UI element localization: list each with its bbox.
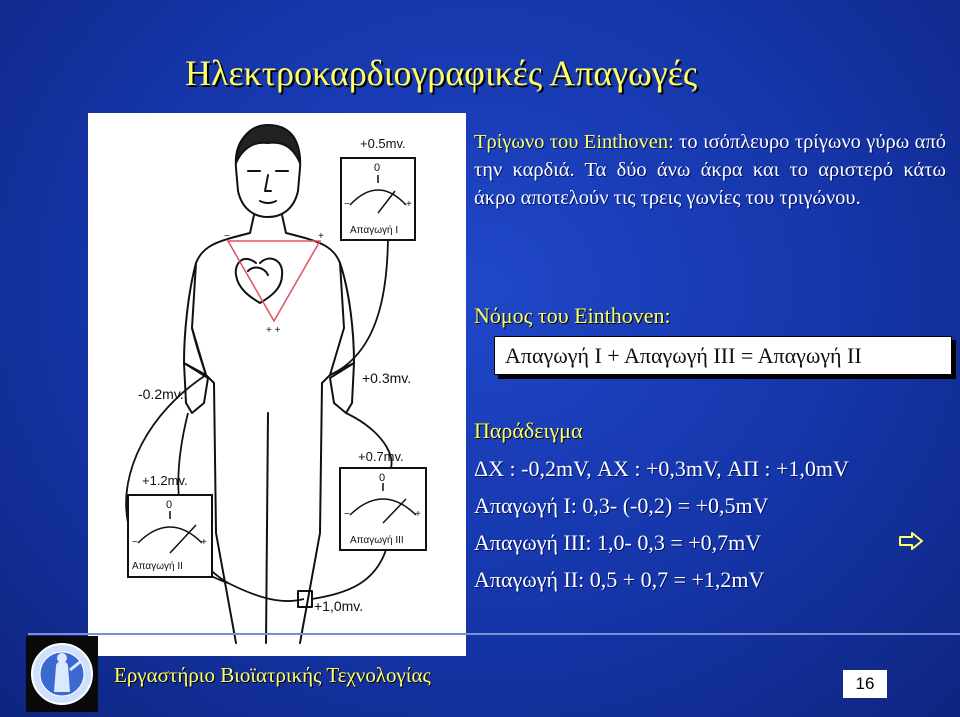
law-title: Νόμος του Einthoven: bbox=[474, 303, 671, 328]
page-number: 16 bbox=[843, 670, 887, 698]
svg-text:−: − bbox=[344, 199, 350, 210]
meter-2-zero: 0 bbox=[166, 499, 173, 511]
meter-1-label: Απαγωγή Ι bbox=[350, 225, 399, 236]
svg-text:−: − bbox=[132, 537, 138, 548]
einthoven-triangle-description bbox=[474, 128, 946, 212]
svg-text:+: + bbox=[415, 509, 421, 520]
right-arm-potential: -0.2mv. bbox=[138, 386, 184, 402]
example-line-potentials: ΔΧ : -0,2mV, ΑΧ : +0,3mV, ΑΠ : +1,0mV bbox=[474, 456, 849, 481]
wire-lead1 bbox=[330, 233, 388, 375]
meter-3-label: Απαγωγή ΙΙΙ bbox=[350, 535, 404, 546]
meter-1-reading: +0.5mv. bbox=[360, 136, 406, 151]
slide-title: Ηλεκτροκαρδιογραφικές Απαγωγές bbox=[185, 53, 698, 93]
einthoven-figure bbox=[88, 113, 466, 656]
svg-text:+: + bbox=[318, 231, 324, 242]
example-line-lead-3: Απαγωγή ΙΙΙ: 1,0- 0,3 = +0,7mV bbox=[474, 530, 762, 555]
svg-text:+ +: + + bbox=[266, 325, 281, 336]
einthoven-triangle bbox=[228, 241, 320, 321]
example-line-lead-1: Απαγωγή Ι: 0,3- (-0,2) = +0,5mV bbox=[474, 493, 769, 518]
example-title: Παράδειγμα bbox=[474, 418, 583, 443]
lab-name: Εργαστήριο Βιοϊατρικής Τεχνολογίας bbox=[114, 663, 431, 687]
meter-2-label: Απαγωγή ΙΙ bbox=[132, 561, 183, 572]
svg-text:+: + bbox=[201, 537, 207, 548]
left-arm-potential: +0.3mv. bbox=[362, 370, 412, 386]
triangle-definition: το ισόπλευρο τρίγωνο γύρω από την καρδιά. Τα δύο άνω άκρα και το αριστερό κάτω άκρο αποτελούν τις τρεις γωνίες του τριγώνου. bbox=[474, 131, 946, 209]
meter-3-reading: +0.7mv. bbox=[358, 449, 404, 464]
svg-text:−: − bbox=[224, 231, 230, 242]
meter-2-reading: +1.2mv. bbox=[142, 473, 188, 488]
hollow-right-arrow-icon bbox=[898, 531, 924, 551]
einthoven-illustration bbox=[88, 113, 466, 656]
footer-divider bbox=[28, 633, 960, 635]
svg-text:+: + bbox=[406, 199, 412, 210]
triangle-term: Τρίγωνο του Einthoven: bbox=[474, 131, 674, 153]
svg-text:−: − bbox=[344, 509, 350, 520]
example-line-lead-2: Απαγωγή ΙΙ: 0,5 + 0,7 = +1,2mV bbox=[474, 567, 765, 592]
university-seal-icon bbox=[26, 636, 98, 712]
hair bbox=[236, 125, 300, 163]
left-leg-potential: +1,0mv. bbox=[314, 598, 364, 614]
meter-1-zero: 0 bbox=[374, 162, 381, 174]
meter-3-zero: 0 bbox=[379, 472, 386, 484]
law-formula-box: Απαγωγή Ι + Απαγωγή ΙΙΙ = Απαγωγή ΙΙ bbox=[494, 336, 952, 375]
torso-outline bbox=[192, 215, 344, 643]
